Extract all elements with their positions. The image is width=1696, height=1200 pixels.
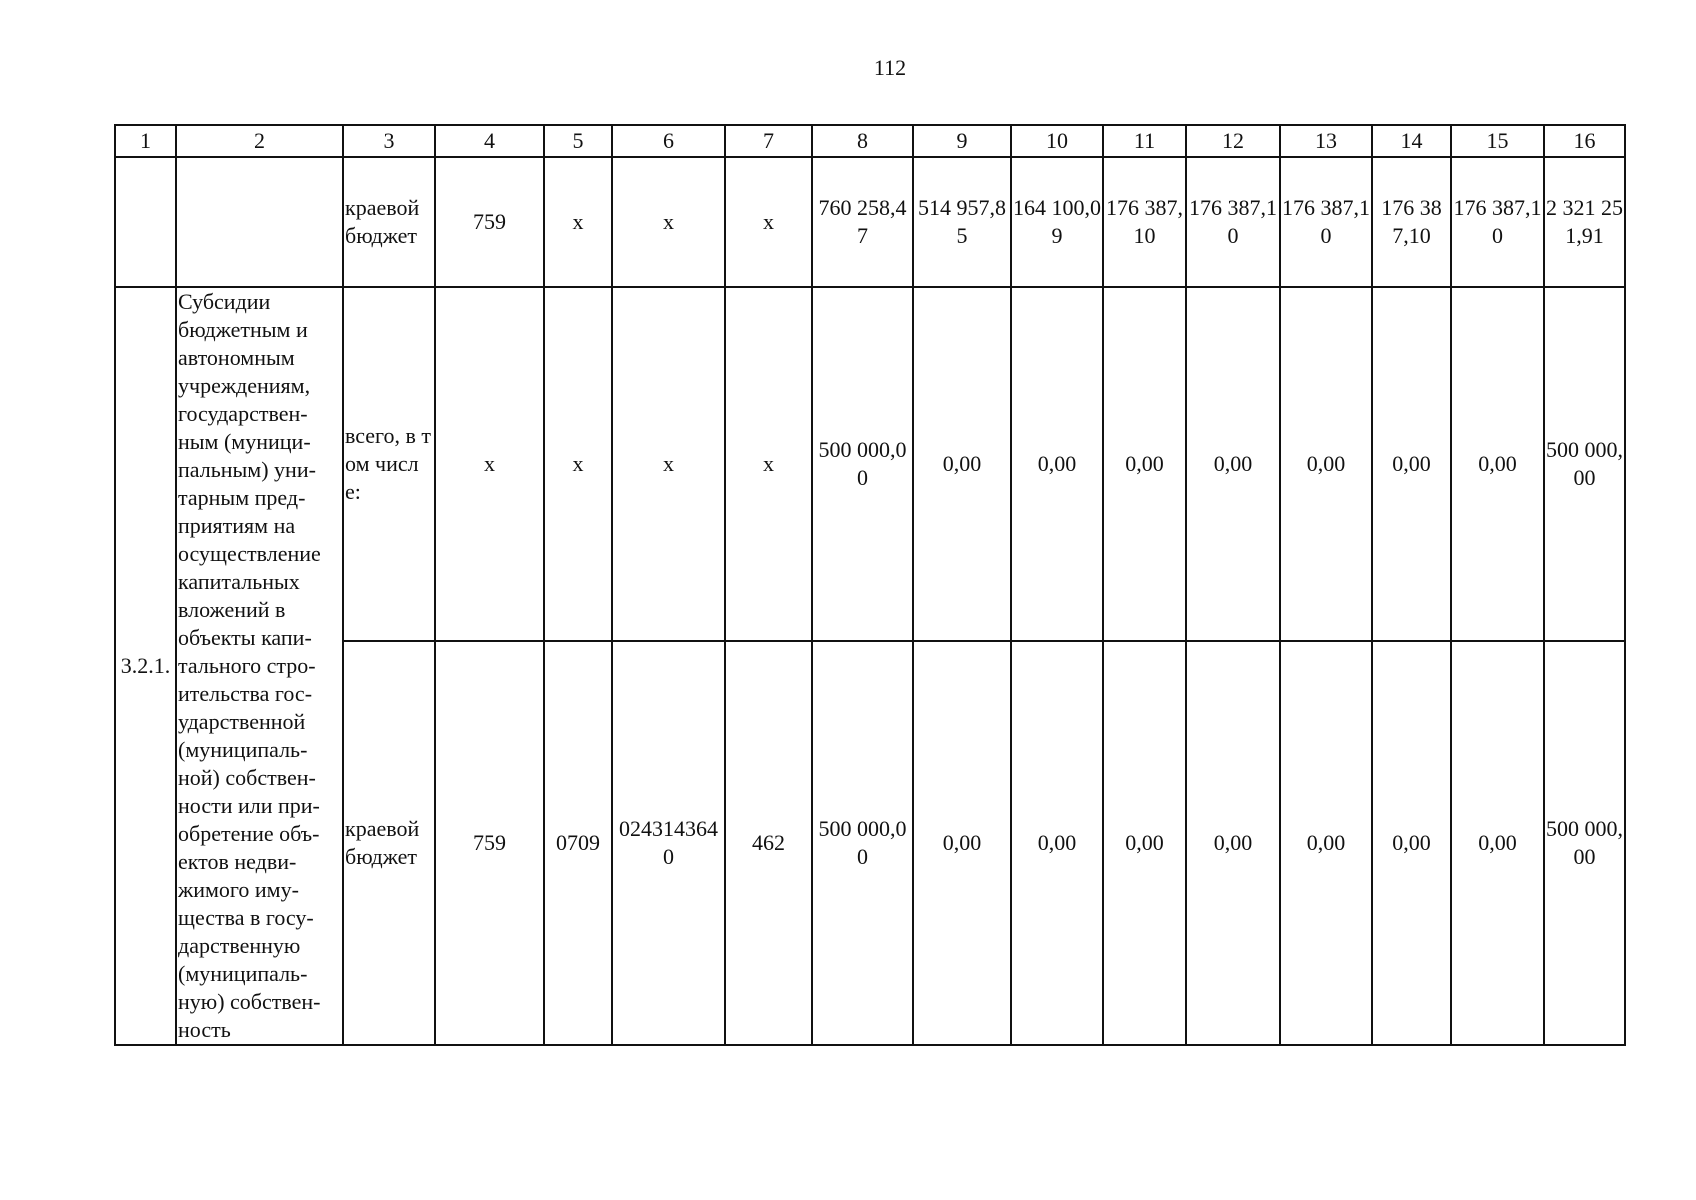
section-code-cell: 0709: [544, 641, 612, 1045]
amount-cell: 0,00: [913, 641, 1011, 1045]
column-number: 2: [176, 125, 343, 157]
amount-cell: 176 387,10: [1103, 157, 1186, 287]
column-number: 11: [1103, 125, 1186, 157]
item-number-cell: 3.2.1.: [115, 287, 176, 1045]
amount-cell: 176 387,10: [1372, 157, 1451, 287]
column-number: 9: [913, 125, 1011, 157]
total-cell: 500 000,00: [1544, 287, 1625, 641]
section-code-cell: x: [544, 157, 612, 287]
column-number: 4: [435, 125, 544, 157]
budget-table: [114, 124, 1626, 1046]
amount-cell: 500 000,00: [812, 641, 913, 1045]
amount-cell: 514 957,85: [913, 157, 1011, 287]
expense-type-cell: 462: [725, 641, 812, 1045]
amount-cell: 176 387,10: [1451, 157, 1544, 287]
column-number: 16: [1544, 125, 1625, 157]
column-number: 3: [343, 125, 435, 157]
amount-cell: 0,00: [1186, 641, 1280, 1045]
amount-cell: 500 000,00: [812, 287, 913, 641]
column-number: 12: [1186, 125, 1280, 157]
amount-cell: 760 258,47: [812, 157, 913, 287]
amount-cell: 0,00: [1103, 287, 1186, 641]
amount-cell: 176 387,10: [1280, 157, 1372, 287]
item-description-cell: Субсидии бюджетным и автономным учреждениям, государствен-ным (муници-пальным) уни-тарным пред-приятиям на осуществление капитальных вложений в объекты капи-тального стро-ительства гос-ударственной (муниципаль-ной) собствен-ности или при-обретение объ-ектов недви-жимого иму-щества в госу-дарственную (муниципаль-ную) собствен-ность: [176, 287, 343, 1045]
ministry-code-cell: 759: [435, 157, 544, 287]
description-cell-empty: [176, 157, 343, 287]
amount-cell: 0,00: [1011, 641, 1103, 1045]
table-row: [115, 157, 1625, 287]
amount-cell: 176 387,10: [1186, 157, 1280, 287]
funding-source-cell: краевой бюджет: [343, 157, 435, 287]
amount-cell: 0,00: [1451, 641, 1544, 1045]
amount-cell: 0,00: [913, 287, 1011, 641]
total-cell: 2 321 251,91: [1544, 157, 1625, 287]
item-number-cell-empty: [115, 157, 176, 287]
ministry-code-cell: 759: [435, 641, 544, 1045]
amount-cell: 0,00: [1186, 287, 1280, 641]
target-article-cell: 0243143640: [612, 641, 725, 1045]
column-number: 6: [612, 125, 725, 157]
column-number: 7: [725, 125, 812, 157]
page-number: 112: [873, 55, 907, 80]
amount-cell: 0,00: [1011, 287, 1103, 641]
amount-cell: 0,00: [1372, 641, 1451, 1045]
amount-cell: 0,00: [1280, 641, 1372, 1045]
funding-source-cell: краевой бюджет: [343, 641, 435, 1045]
amount-cell: 164 100,09: [1011, 157, 1103, 287]
column-number: 13: [1280, 125, 1372, 157]
funding-source-cell: всего, в том числе:: [343, 287, 435, 641]
table-row: [115, 287, 1625, 641]
column-number: 15: [1451, 125, 1544, 157]
expense-type-cell: x: [725, 287, 812, 641]
column-number: 14: [1372, 125, 1451, 157]
target-article-cell: x: [612, 287, 725, 641]
total-cell: 500 000,00: [1544, 641, 1625, 1045]
column-number: 5: [544, 125, 612, 157]
amount-cell: 0,00: [1372, 287, 1451, 641]
amount-cell: 0,00: [1280, 287, 1372, 641]
amount-cell: 0,00: [1451, 287, 1544, 641]
column-number: 10: [1011, 125, 1103, 157]
ministry-code-cell: x: [435, 287, 544, 641]
target-article-cell: x: [612, 157, 725, 287]
expense-type-cell: x: [725, 157, 812, 287]
column-number: 8: [812, 125, 913, 157]
section-code-cell: x: [544, 287, 612, 641]
amount-cell: 0,00: [1103, 641, 1186, 1045]
column-number: 1: [115, 125, 176, 157]
column-number-row: [115, 125, 1625, 157]
